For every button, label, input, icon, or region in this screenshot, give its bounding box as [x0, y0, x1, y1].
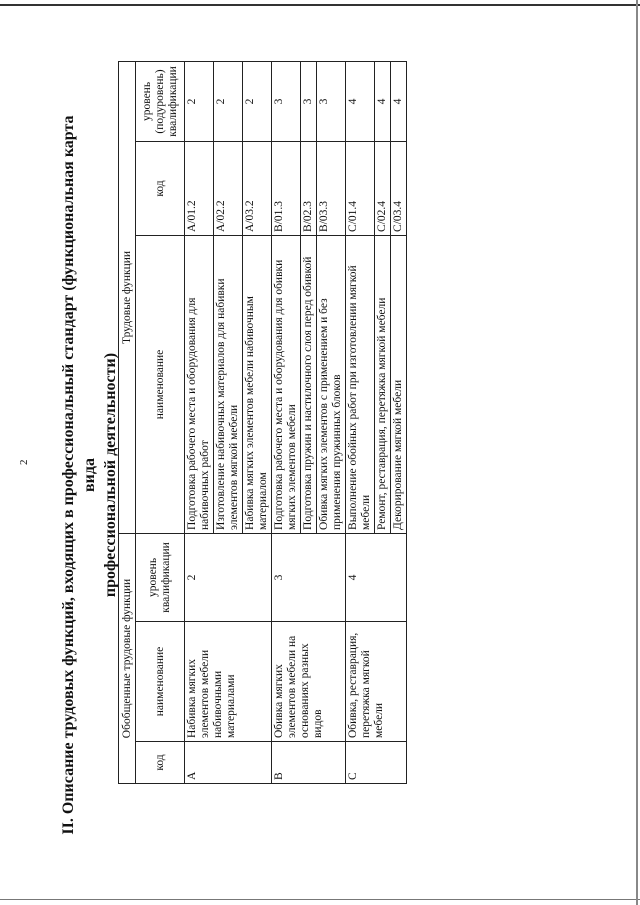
- group-code: A: [185, 742, 272, 784]
- function-code: C/01.4: [346, 141, 375, 235]
- group-code: B: [272, 742, 346, 784]
- function-level: 3: [301, 61, 317, 141]
- table-row: [272, 61, 301, 783]
- page-number: 2: [18, 459, 30, 465]
- function-level: 3: [272, 61, 301, 141]
- section-heading-line-2: профессиональной деятельности): [102, 352, 119, 598]
- section-heading-line-1: II. Описание трудовых функций, входящих в профессиональный стандарт (функциональная карта вида: [60, 115, 98, 835]
- functional-map-table: [118, 61, 407, 784]
- table-row: [185, 61, 214, 783]
- function-level: 4: [391, 61, 407, 141]
- group-level: 3: [272, 533, 346, 621]
- function-code: B/02.3: [301, 141, 317, 235]
- labor-name-column-header: наименование: [136, 235, 185, 533]
- function-code: C/02.4: [375, 141, 391, 235]
- name-column-header: наименование: [136, 622, 185, 742]
- labor-functions-header: Трудовые функции: [119, 61, 136, 533]
- function-code: A/01.2: [185, 141, 214, 235]
- level-column-header: уровень квалификации: [136, 533, 185, 621]
- function-name: Набивка мягких элементов мебели набивочным материалом: [243, 235, 272, 533]
- function-name: Декорирование мягкой мебели: [391, 235, 407, 533]
- function-name: Изготовление набивочных материалов для набивки элементов мягкой мебели: [214, 235, 243, 533]
- function-code: A/03.2: [243, 141, 272, 235]
- function-code: A/02.2: [214, 141, 243, 235]
- function-level: 3: [317, 61, 346, 141]
- function-level: 4: [375, 61, 391, 141]
- group-code: C: [346, 742, 407, 784]
- group-level: 4: [346, 533, 407, 621]
- function-name: Выполнение обойных работ при изготовлении мягкой мебели: [346, 235, 375, 533]
- code-column-header: код: [136, 742, 185, 784]
- labor-code-column-header: код: [136, 141, 185, 235]
- function-level: 2: [214, 61, 243, 141]
- function-name: Подготовка рабочего места и оборудования для обивки мягких элементов мебели: [272, 235, 301, 533]
- function-code: B/03.3: [317, 141, 346, 235]
- group-name: Обивка, реставрация, перетяжка мягкой мебели: [346, 622, 407, 742]
- function-level: 2: [243, 61, 272, 141]
- sublevel-column-header: уровень (подуровень) квалификации: [136, 61, 185, 141]
- group-level: 2: [185, 533, 272, 621]
- table-row: [346, 61, 375, 783]
- group-name: Обивка мягких элементов мебели на основаниях разных видов: [272, 622, 346, 742]
- function-code: C/03.4: [391, 141, 407, 235]
- function-name: Ремонт, реставрация, перетяжка мягкой мебели: [375, 235, 391, 533]
- function-code: B/01.3: [272, 141, 301, 235]
- group-name: Набивка мягких элементов мебели набивочными материалами: [185, 622, 272, 742]
- generalized-functions-header: Обобщенные трудовые функции: [119, 533, 136, 783]
- function-name: Подготовка рабочего места и оборудования для набивочных работ: [185, 235, 214, 533]
- function-name: Подготовка пружин и настилочного слоя перед обивкой: [301, 235, 317, 533]
- section-heading: [58, 105, 121, 845]
- function-name: Обивка мягких элементов с применением и без применения пружинных блоков: [317, 235, 346, 533]
- function-level: 2: [185, 61, 214, 141]
- function-level: 4: [346, 61, 375, 141]
